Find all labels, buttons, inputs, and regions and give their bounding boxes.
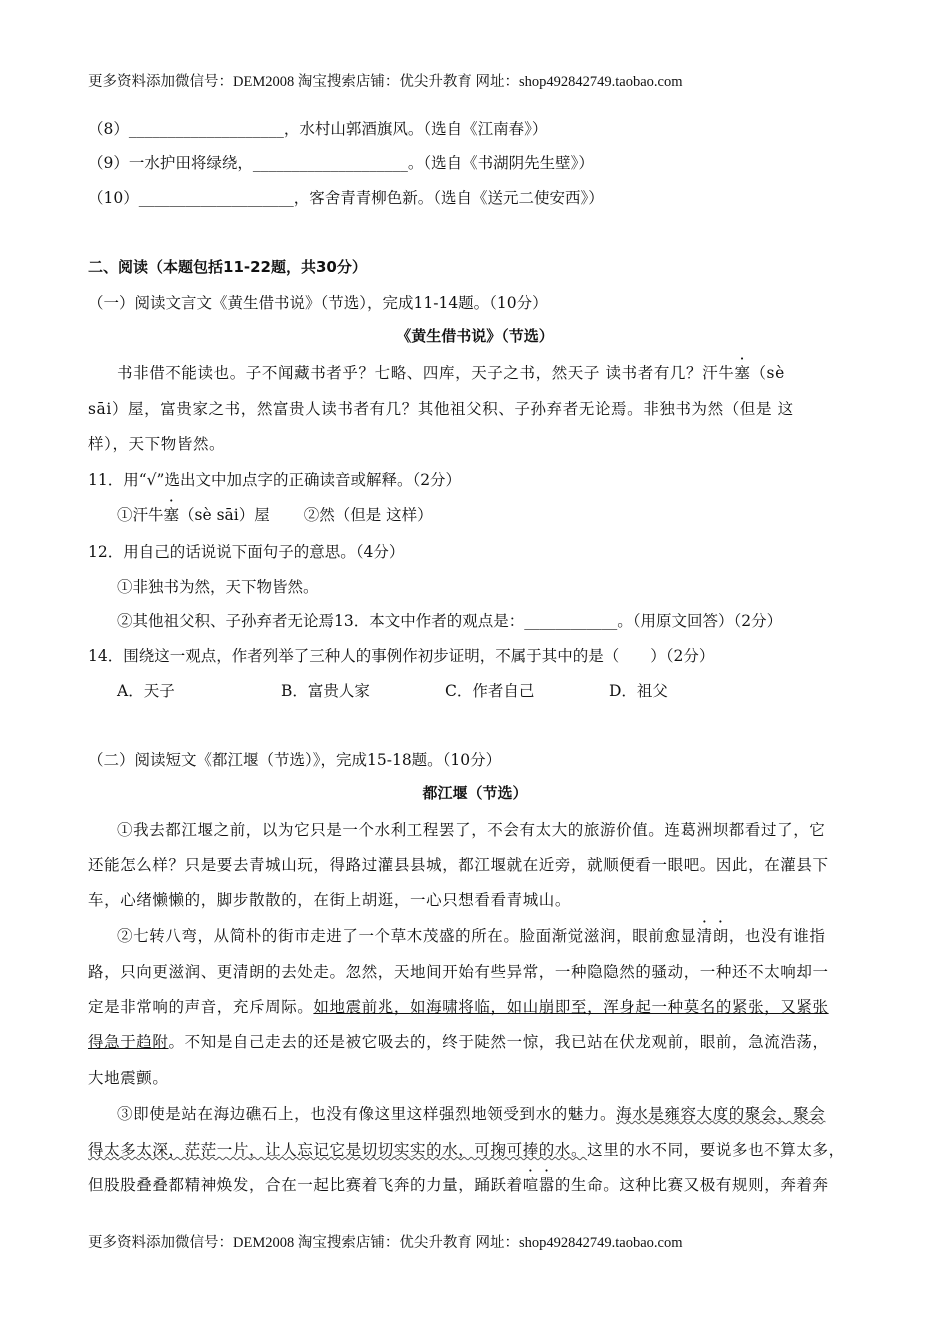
passage2-p3-line1: ③即使是站在海边礁石上，也没有像这里这样强烈地领受到水的魅力。海水是雍容大度的聚会，聚会	[117, 1105, 826, 1123]
emphasis-dot: 塞	[734, 364, 751, 382]
passage2-p2-line1: ②七转八弯，从简朴的街市走进了一个草木茂盛的所在。脸面渐觉滋润，眼前愈显清朗，也没有谁指	[117, 924, 825, 946]
passage1-line2: sāi）屋，富贵家之书，然富贵人读书者有几？其他祖父积、子孙弃者无论焉。非独书为然（但是 这	[88, 400, 794, 418]
passage2-p3-line2: 得太多太深，茫茫一片，让人忘记它是切切实实的水，可掬可捧的水。这里的水不同，要说多也不算太多，	[88, 1141, 845, 1159]
option-b: B．富贵人家	[281, 682, 370, 700]
question-14: 14．围绕这一观点，作者列举了三种人的事例作初步证明，不属于其中的是（ ）（2分）	[88, 647, 715, 665]
wavy-underlined-sentence: 得太多太深，茫茫一片，让人忘记它是切切实实的水，可掬可捧的水。	[88, 1141, 588, 1159]
passage2-p1-line2: 还能怎么样？只是要去青城山玩，得路过灌县县城，都江堰就在近旁，就顺便看一眼吧。因此，在灌县下	[88, 856, 829, 874]
wavy-underlined-sentence: 海水是雍容大度的聚会，聚会	[616, 1105, 826, 1123]
question-10: （10）____________________，客舍青青柳色新。（选自《送元二使安西》）	[88, 189, 604, 207]
page-header: 更多资料添加微信号：DEM2008 淘宝搜索店铺：优尖升教育 网址：shop492842749.taobao.com	[88, 74, 683, 90]
passage2-p2-line5: 大地震颤。	[88, 1069, 169, 1087]
question-11: 11．用“√”选出文中加点字的正确读音或解释。（2分）	[88, 471, 462, 489]
passage2-p2-line2: 路，只向更滋润、更清朗的去处走。忽然，天地间开始有些异常，一种隐隐然的骚动，一种还不太响却一	[88, 963, 829, 981]
part2-intro: （二）阅读短文《都江堰（节选）》，完成15-18题。（10分）	[88, 751, 502, 769]
passage1-line3: 样），天下物皆然。	[88, 435, 226, 453]
option-c: C．作者自己	[445, 682, 535, 700]
emphasis-dot: 清	[696, 927, 713, 945]
emphasis-dot: 塞	[163, 506, 180, 524]
option-d: D．祖父	[609, 682, 668, 700]
question-12-sentence-1: ①非独书为然，天下物皆然。	[117, 578, 319, 596]
passage2-p2-line4: 得急于趋附。不知是自己走去的还是被它吸去的，终于陡然一惊，我已站在伏龙观前，眼前，急流浩荡，	[88, 1033, 829, 1051]
emphasis-dot: 喧	[522, 1176, 539, 1194]
passage2-p1-line3: 车，心绪懒懒的，脚步散散的，在街上胡逛，一心只想看看青城山。	[88, 891, 572, 909]
question-8: （8）____________________，水村山郭酒旗风。（选自《江南春》）	[88, 120, 548, 138]
passage1-line1: 书非借不能读也。子不闻藏书者乎？七略、四库，天子之书，然天子 读书者有几？汗牛塞（sè	[117, 361, 785, 383]
passage2-p2-line3: 定是非常响的声音，充斥周际。如地震前兆，如海啸将临，如山崩即至，浑身起一种莫名的紧张，又紧张	[88, 998, 829, 1016]
question-12-sentence-2: ②其他祖父积、子孙弃者无论焉13．本文中作者的观点是：____________。（用原文回答）（2分）	[117, 612, 783, 630]
part1-intro: （一）阅读文言文《黄生借书说》（节选），完成11-14题。（10分）	[88, 294, 548, 312]
emphasis-dot: 嚣	[538, 1176, 555, 1194]
passage2-p1-line1: ①我去都江堰之前，以为它只是一个水利工程罢了，不会有太大的旅游价值。连葛洲坝都看过了，它	[117, 821, 826, 839]
section-title: 二、阅读（本题包括11-22题，共30分）	[88, 258, 367, 276]
passage2-title: 都江堰（节选）	[422, 784, 528, 802]
underlined-sentence: 得急于趋附	[88, 1033, 169, 1051]
page-footer: 更多资料添加微信号：DEM2008 淘宝搜索店铺：优尖升教育 网址：shop492842749.taobao.com	[88, 1235, 683, 1251]
passage2-p3-line3: 但股股叠叠都精神焕发，合在一起比赛着飞奔的力量，踊跃着喧嚣的生命。这种比赛又极有规则，奔着奔	[88, 1173, 829, 1195]
question-14-options	[117, 679, 668, 701]
question-9: （9）一水护田将绿绕，____________________。（选自《书湖阴先生壁》）	[88, 154, 594, 172]
option-a: A．天子	[117, 682, 175, 700]
emphasis-dot: 朗	[712, 927, 729, 945]
underlined-sentence: 如地震前兆，如海啸将临，如山崩即至，浑身起一种莫名的紧张，又紧张	[313, 998, 829, 1016]
passage1-title: 《黄生借书说》（节选）	[396, 327, 554, 345]
question-11-options: ①汗牛塞（sè sāi）屋 ②然（但是 这样）	[117, 503, 433, 525]
question-12: 12．用自己的话说说下面句子的意思。（4分）	[88, 543, 405, 561]
